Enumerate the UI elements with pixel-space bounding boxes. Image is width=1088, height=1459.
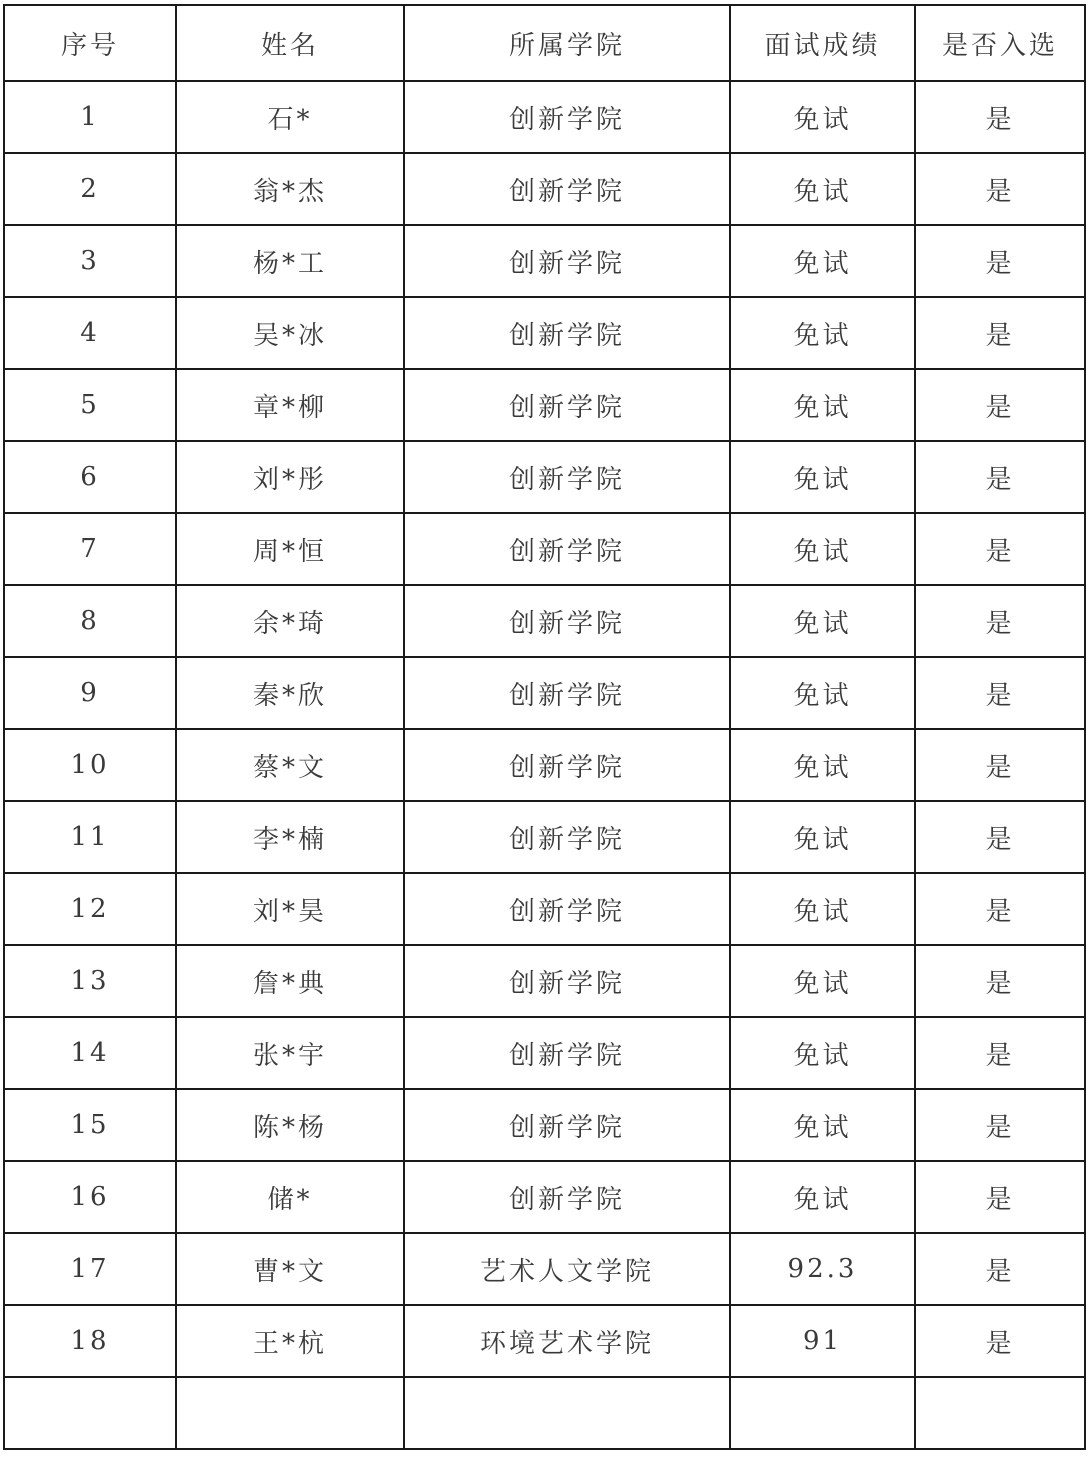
cell-college: 创新学院 [404, 657, 730, 729]
cell-index: 2 [4, 153, 176, 225]
cell-college: 创新学院 [404, 153, 730, 225]
cell-name: 秦*欣 [176, 657, 404, 729]
cell-selected: 是 [915, 81, 1085, 153]
cell-name: 李*楠 [176, 801, 404, 873]
table-row-partial [4, 1377, 1085, 1449]
table-row [4, 1089, 1085, 1161]
cell-name: 曹*文 [176, 1233, 404, 1305]
cell-college: 创新学院 [404, 729, 730, 801]
table-row [4, 729, 1085, 801]
cell-index: 5 [4, 369, 176, 441]
cell-interview-score: 免试 [730, 513, 915, 585]
cell-name: 石* [176, 81, 404, 153]
cell-interview-score: 免试 [730, 657, 915, 729]
cell-college: 创新学院 [404, 1161, 730, 1233]
table-row [4, 873, 1085, 945]
cell-name: 翁*杰 [176, 153, 404, 225]
cell-index: 9 [4, 657, 176, 729]
cell-index: 17 [4, 1233, 176, 1305]
header-index: 序号 [4, 5, 176, 81]
cell-empty [4, 1377, 176, 1449]
cell-selected: 是 [915, 1089, 1085, 1161]
cell-name: 储* [176, 1161, 404, 1233]
cell-interview-score: 92.3 [730, 1233, 915, 1305]
cell-selected: 是 [915, 369, 1085, 441]
cell-college: 创新学院 [404, 1017, 730, 1089]
cell-college: 创新学院 [404, 801, 730, 873]
cell-name: 吴*冰 [176, 297, 404, 369]
cell-index: 13 [4, 945, 176, 1017]
cell-selected: 是 [915, 873, 1085, 945]
cell-name: 刘*昊 [176, 873, 404, 945]
cell-index: 18 [4, 1305, 176, 1377]
cell-empty [730, 1377, 915, 1449]
cell-selected: 是 [915, 1233, 1085, 1305]
header-interview-score: 面试成绩 [730, 5, 915, 81]
cell-index: 15 [4, 1089, 176, 1161]
cell-college: 创新学院 [404, 81, 730, 153]
table-body [4, 81, 1085, 1449]
cell-interview-score: 免试 [730, 801, 915, 873]
results-table [3, 4, 1086, 1450]
cell-college: 创新学院 [404, 297, 730, 369]
cell-empty [915, 1377, 1085, 1449]
cell-empty [404, 1377, 730, 1449]
table-row [4, 81, 1085, 153]
cell-selected: 是 [915, 297, 1085, 369]
table-row [4, 513, 1085, 585]
cell-selected: 是 [915, 441, 1085, 513]
cell-interview-score: 免试 [730, 369, 915, 441]
cell-interview-score: 免试 [730, 1161, 915, 1233]
cell-college: 创新学院 [404, 513, 730, 585]
cell-name: 陈*杨 [176, 1089, 404, 1161]
table-row [4, 657, 1085, 729]
cell-college: 创新学院 [404, 585, 730, 657]
cell-interview-score: 免试 [730, 873, 915, 945]
cell-interview-score: 免试 [730, 1089, 915, 1161]
cell-index: 16 [4, 1161, 176, 1233]
table-row [4, 1233, 1085, 1305]
cell-interview-score: 免试 [730, 81, 915, 153]
cell-index: 6 [4, 441, 176, 513]
cell-index: 14 [4, 1017, 176, 1089]
table-header-row [4, 5, 1085, 81]
cell-interview-score: 免试 [730, 729, 915, 801]
cell-interview-score: 免试 [730, 297, 915, 369]
cell-index: 10 [4, 729, 176, 801]
cell-name: 周*恒 [176, 513, 404, 585]
cell-selected: 是 [915, 153, 1085, 225]
cell-name: 余*琦 [176, 585, 404, 657]
cell-index: 3 [4, 225, 176, 297]
table-row [4, 945, 1085, 1017]
cell-empty [176, 1377, 404, 1449]
table-row [4, 225, 1085, 297]
cell-interview-score: 免试 [730, 585, 915, 657]
cell-name: 张*宇 [176, 1017, 404, 1089]
table-row [4, 1305, 1085, 1377]
cell-selected: 是 [915, 801, 1085, 873]
cell-college: 创新学院 [404, 369, 730, 441]
cell-name: 王*杭 [176, 1305, 404, 1377]
cell-college: 创新学院 [404, 225, 730, 297]
header-selected: 是否入选 [915, 5, 1085, 81]
table-row [4, 153, 1085, 225]
cell-name: 刘*彤 [176, 441, 404, 513]
table-row [4, 1017, 1085, 1089]
cell-college: 创新学院 [404, 945, 730, 1017]
table-row [4, 369, 1085, 441]
cell-interview-score: 免试 [730, 153, 915, 225]
table-row [4, 441, 1085, 513]
cell-college: 艺术人文学院 [404, 1233, 730, 1305]
table-row [4, 585, 1085, 657]
table-row [4, 1161, 1085, 1233]
cell-college: 创新学院 [404, 441, 730, 513]
cell-index: 4 [4, 297, 176, 369]
cell-selected: 是 [915, 729, 1085, 801]
cell-interview-score: 91 [730, 1305, 915, 1377]
cell-selected: 是 [915, 585, 1085, 657]
cell-selected: 是 [915, 1305, 1085, 1377]
cell-index: 7 [4, 513, 176, 585]
table-row [4, 801, 1085, 873]
cell-selected: 是 [915, 945, 1085, 1017]
cell-interview-score: 免试 [730, 1017, 915, 1089]
results-table-container [3, 4, 1084, 1459]
cell-index: 12 [4, 873, 176, 945]
cell-selected: 是 [915, 657, 1085, 729]
cell-name: 杨*工 [176, 225, 404, 297]
header-name: 姓名 [176, 5, 404, 81]
cell-interview-score: 免试 [730, 945, 915, 1017]
cell-name: 章*柳 [176, 369, 404, 441]
cell-college: 创新学院 [404, 1089, 730, 1161]
cell-name: 蔡*文 [176, 729, 404, 801]
cell-index: 11 [4, 801, 176, 873]
header-college: 所属学院 [404, 5, 730, 81]
cell-selected: 是 [915, 1017, 1085, 1089]
cell-selected: 是 [915, 225, 1085, 297]
table-row [4, 297, 1085, 369]
cell-college: 环境艺术学院 [404, 1305, 730, 1377]
cell-interview-score: 免试 [730, 441, 915, 513]
cell-index: 8 [4, 585, 176, 657]
cell-name: 詹*典 [176, 945, 404, 1017]
cell-college: 创新学院 [404, 873, 730, 945]
cell-selected: 是 [915, 1161, 1085, 1233]
cell-interview-score: 免试 [730, 225, 915, 297]
cell-selected: 是 [915, 513, 1085, 585]
cell-index: 1 [4, 81, 176, 153]
